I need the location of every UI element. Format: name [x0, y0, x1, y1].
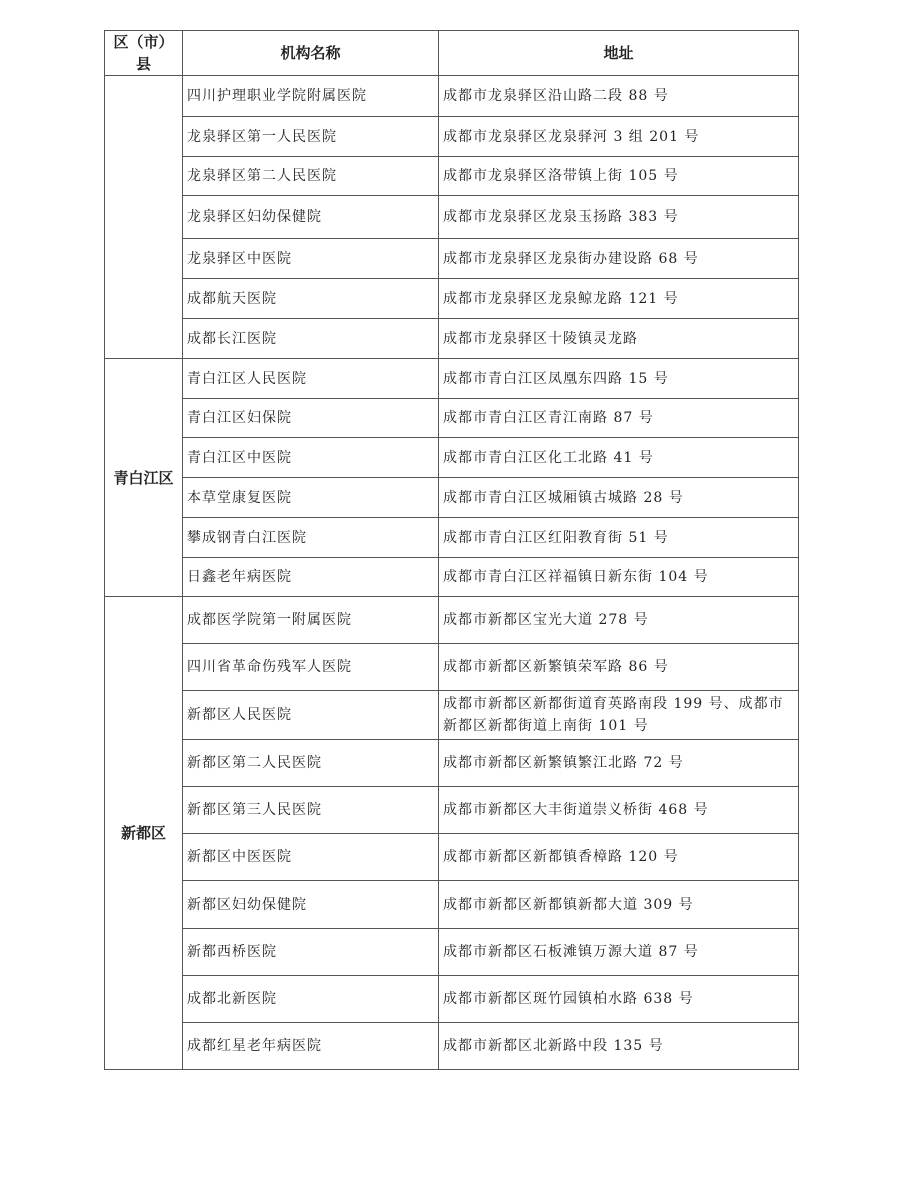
hospital-table	[104, 30, 799, 1070]
institution-name-cell: 青白江区中医院	[183, 438, 439, 478]
table-row	[105, 929, 799, 976]
table-row	[105, 478, 799, 518]
address-cell: 成都市新都区宝光大道 278 号	[439, 597, 799, 644]
header-row	[105, 31, 799, 76]
table-row	[105, 644, 799, 691]
address-cell: 成都市龙泉驿区龙泉鲸龙路 121 号	[439, 279, 799, 319]
institution-name-cell: 龙泉驿区第一人民医院	[183, 117, 439, 157]
institution-name-cell: 青白江区妇保院	[183, 399, 439, 438]
institution-name-cell: 新都区第二人民医院	[183, 740, 439, 787]
table-row	[105, 558, 799, 597]
institution-name-cell: 四川省革命伤残军人医院	[183, 644, 439, 691]
table-row	[105, 834, 799, 881]
district-cell: 新都区	[105, 597, 183, 1070]
institution-name-cell: 龙泉驿区第二人民医院	[183, 157, 439, 196]
table-row	[105, 1023, 799, 1070]
address-cell: 成都市新都区新繁镇荣军路 86 号	[439, 644, 799, 691]
institution-name-cell: 成都红星老年病医院	[183, 1023, 439, 1070]
table-row	[105, 518, 799, 558]
institution-name-cell: 四川护理职业学院附属医院	[183, 76, 439, 117]
address-cell: 成都市龙泉驿区龙泉驿河 3 组 201 号	[439, 117, 799, 157]
address-cell: 成都市新都区石板滩镇万源大道 87 号	[439, 929, 799, 976]
table-row	[105, 239, 799, 279]
institution-name-cell: 新都区妇幼保健院	[183, 881, 439, 929]
address-cell: 成都市龙泉驿区沿山路二段 88 号	[439, 76, 799, 117]
table-row	[105, 117, 799, 157]
address-cell: 成都市新都区北新路中段 135 号	[439, 1023, 799, 1070]
address-cell: 成都市新都区新都镇香樟路 120 号	[439, 834, 799, 881]
table-row	[105, 976, 799, 1023]
address-cell: 成都市新都区新都街道育英路南段 199 号、成都市新都区新都街道上南街 101 号	[439, 691, 799, 740]
institution-name-cell: 成都长江医院	[183, 319, 439, 359]
institution-name-cell: 成都医学院第一附属医院	[183, 597, 439, 644]
header-address: 地址	[439, 31, 799, 76]
address-cell: 成都市青白江区青江南路 87 号	[439, 399, 799, 438]
table-row	[105, 691, 799, 740]
address-cell: 成都市新都区大丰街道崇义桥街 468 号	[439, 787, 799, 834]
institution-name-cell: 新都区中医医院	[183, 834, 439, 881]
table-row	[105, 399, 799, 438]
address-cell: 成都市青白江区红阳教育街 51 号	[439, 518, 799, 558]
address-cell: 成都市青白江区化工北路 41 号	[439, 438, 799, 478]
table-row	[105, 597, 799, 644]
address-cell: 成都市龙泉驿区龙泉街办建设路 68 号	[439, 239, 799, 279]
address-cell: 成都市龙泉驿区龙泉玉扬路 383 号	[439, 196, 799, 239]
table-row	[105, 740, 799, 787]
address-cell: 成都市新都区斑竹园镇柏水路 638 号	[439, 976, 799, 1023]
institution-name-cell: 成都北新医院	[183, 976, 439, 1023]
institution-name-cell: 新都西桥医院	[183, 929, 439, 976]
table-row	[105, 438, 799, 478]
institution-name-cell: 青白江区人民医院	[183, 359, 439, 399]
address-cell: 成都市青白江区祥福镇日新东街 104 号	[439, 558, 799, 597]
institution-name-cell: 龙泉驿区中医院	[183, 239, 439, 279]
institution-name-cell: 成都航天医院	[183, 279, 439, 319]
district-cell	[105, 76, 183, 359]
address-cell: 成都市龙泉驿区十陵镇灵龙路	[439, 319, 799, 359]
table-body	[105, 76, 799, 1070]
table-row	[105, 359, 799, 399]
table-row	[105, 881, 799, 929]
header-name: 机构名称	[183, 31, 439, 76]
institution-name-cell: 龙泉驿区妇幼保健院	[183, 196, 439, 239]
institution-name-cell: 攀成钢青白江医院	[183, 518, 439, 558]
institution-name-cell: 新都区第三人民医院	[183, 787, 439, 834]
table-row	[105, 279, 799, 319]
table-row	[105, 157, 799, 196]
institution-name-cell: 日鑫老年病医院	[183, 558, 439, 597]
table-row	[105, 319, 799, 359]
institution-name-cell: 新都区人民医院	[183, 691, 439, 740]
header-district: 区（市）县	[105, 31, 183, 76]
institution-name-cell: 本草堂康复医院	[183, 478, 439, 518]
district-cell: 青白江区	[105, 359, 183, 597]
table-row	[105, 76, 799, 117]
address-cell: 成都市新都区新繁镇繁江北路 72 号	[439, 740, 799, 787]
address-cell: 成都市青白江区城厢镇古城路 28 号	[439, 478, 799, 518]
address-cell: 成都市青白江区凤凰东四路 15 号	[439, 359, 799, 399]
table-row	[105, 787, 799, 834]
address-cell: 成都市龙泉驿区洛带镇上街 105 号	[439, 157, 799, 196]
table-row	[105, 196, 799, 239]
address-cell: 成都市新都区新都镇新都大道 309 号	[439, 881, 799, 929]
